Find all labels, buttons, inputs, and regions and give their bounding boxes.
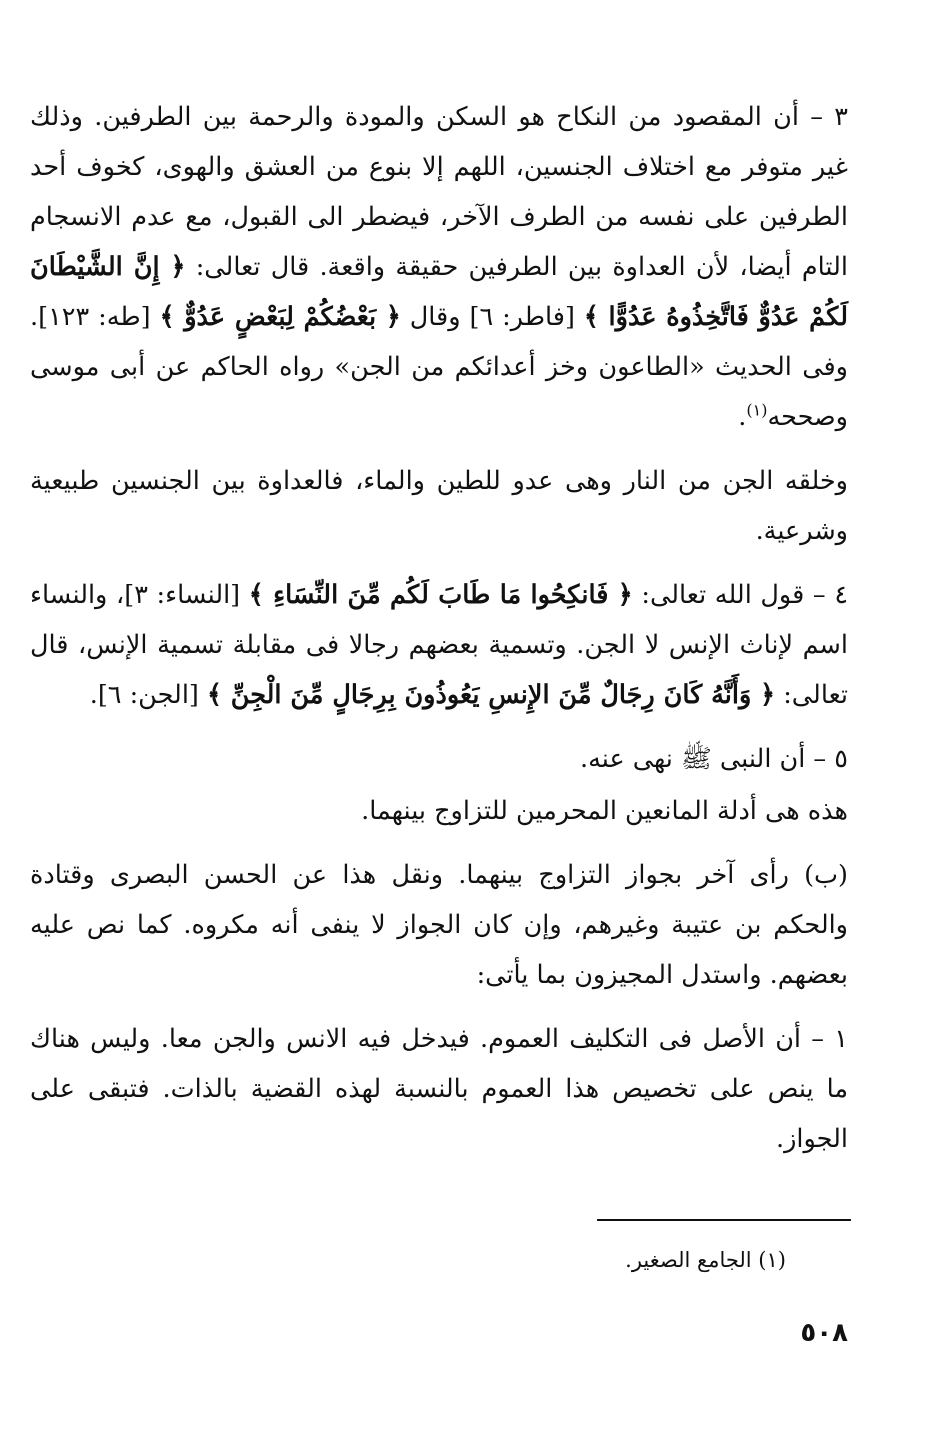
paragraph-text: هذه هى أدلة المانعين المحرمين للتزاوج بينهما. xyxy=(361,796,848,826)
paragraph-text: ١ – أن الأصل فى التكليف العموم. فيدخل فيه الانس والجن معا. وليس هناك ما ينص على تخصيص هذا العموم بالنسبة لهذه القضية بالذات. فتبقى على الجواز. xyxy=(30,1024,848,1154)
quran-quote: ﴿ بَعْضُكُمْ لِبَعْضٍ عَدُوٌّ ﴾ xyxy=(159,302,401,332)
footnote: (١) الجامع الصغير. xyxy=(625,1248,786,1272)
paragraph-opinion-b xyxy=(30,850,848,1000)
page-number: ٥٠٨ xyxy=(800,1318,848,1348)
paragraph-text: ٣ – أن المقصود من النكاح هو السكن والمودة والرحمة بين الطرفين. وذلك غير متوفر مع اختلاف الجنسين، اللهم إلا بنوع من العشق والهوى، كخوف أحد الطرفين على نفسه من الطرف الآخر، فيضطر الى القبول، مع عدم الانسجام التام أيضا، لأن العداوة بين الطرفين حقيقة واقعة. قال تعالى: xyxy=(30,102,848,282)
quran-quote: ﴿ وَأَنَّهُ كَانَ رِجَالٌ مِّنَ الإِنسِ يَعُوذُونَ بِرِجَالٍ مِّنَ الْجِنِّ ﴾ xyxy=(206,680,776,710)
paragraph-text: . xyxy=(738,402,747,432)
footnote-divider xyxy=(597,1219,851,1221)
paragraph-text: [فاطر: ٦] وقال xyxy=(400,302,584,332)
paragraph-text: وخلقه الجن من النار وهى عدو للطين والماء، فالعداوة بين الجنسين طبيعية وشرعية. xyxy=(30,466,848,546)
paragraph-text: ٥ – أن النبى ﷺ نهى عنه. xyxy=(580,744,848,774)
paragraph-point-4 xyxy=(30,570,848,720)
paragraph-summary xyxy=(30,786,848,836)
paragraph-text: ٤ – قول الله تعالى: xyxy=(632,580,849,610)
paragraph-point-1 xyxy=(30,1014,848,1164)
paragraph-point-3 xyxy=(30,92,848,442)
paragraph-point-5 xyxy=(30,734,848,784)
paragraph-text: [النساء: ٣]، والنساء اسم لإناث الإنس لا الجن. وتسمية بعضهم رجالا فى مقابلة تسمية الإنس، قال تعالى: xyxy=(30,580,848,710)
paragraph-text: (ب) رأى آخر بجواز التزاوج بينهما. ونقل هذا عن الحسن البصرى وقتادة والحكم بن عتيبة وغيرهم، وإن كان الجواز لا ينفى أنه مكروه. كما نص عليه بعضهم. واستدل المجيزون بما يأتى: xyxy=(30,860,848,990)
paragraph-text: [الجن: ٦]. xyxy=(89,680,207,710)
footnote-marker: (١) xyxy=(746,400,768,420)
quran-quote: ﴿ إِنَّ الشَّيْطَانَ لَكُمْ عَدُوٌّ فَاتَّخِذُوهُ عَدُوًّا ﴾ xyxy=(30,252,849,332)
page-body xyxy=(30,92,848,1178)
paragraph-text: [طه: ١٢٣]. وفى الحديث «الطاعون وخز أعدائكم من الجن» رواه الحاكم عن أبى موسى وصححه xyxy=(30,302,848,432)
quran-quote: ﴿ فَانكِحُوا مَا طَابَ لَكُم مِّنَ النِّسَاءِ ﴾ xyxy=(248,580,633,610)
paragraph-creation xyxy=(30,456,848,556)
